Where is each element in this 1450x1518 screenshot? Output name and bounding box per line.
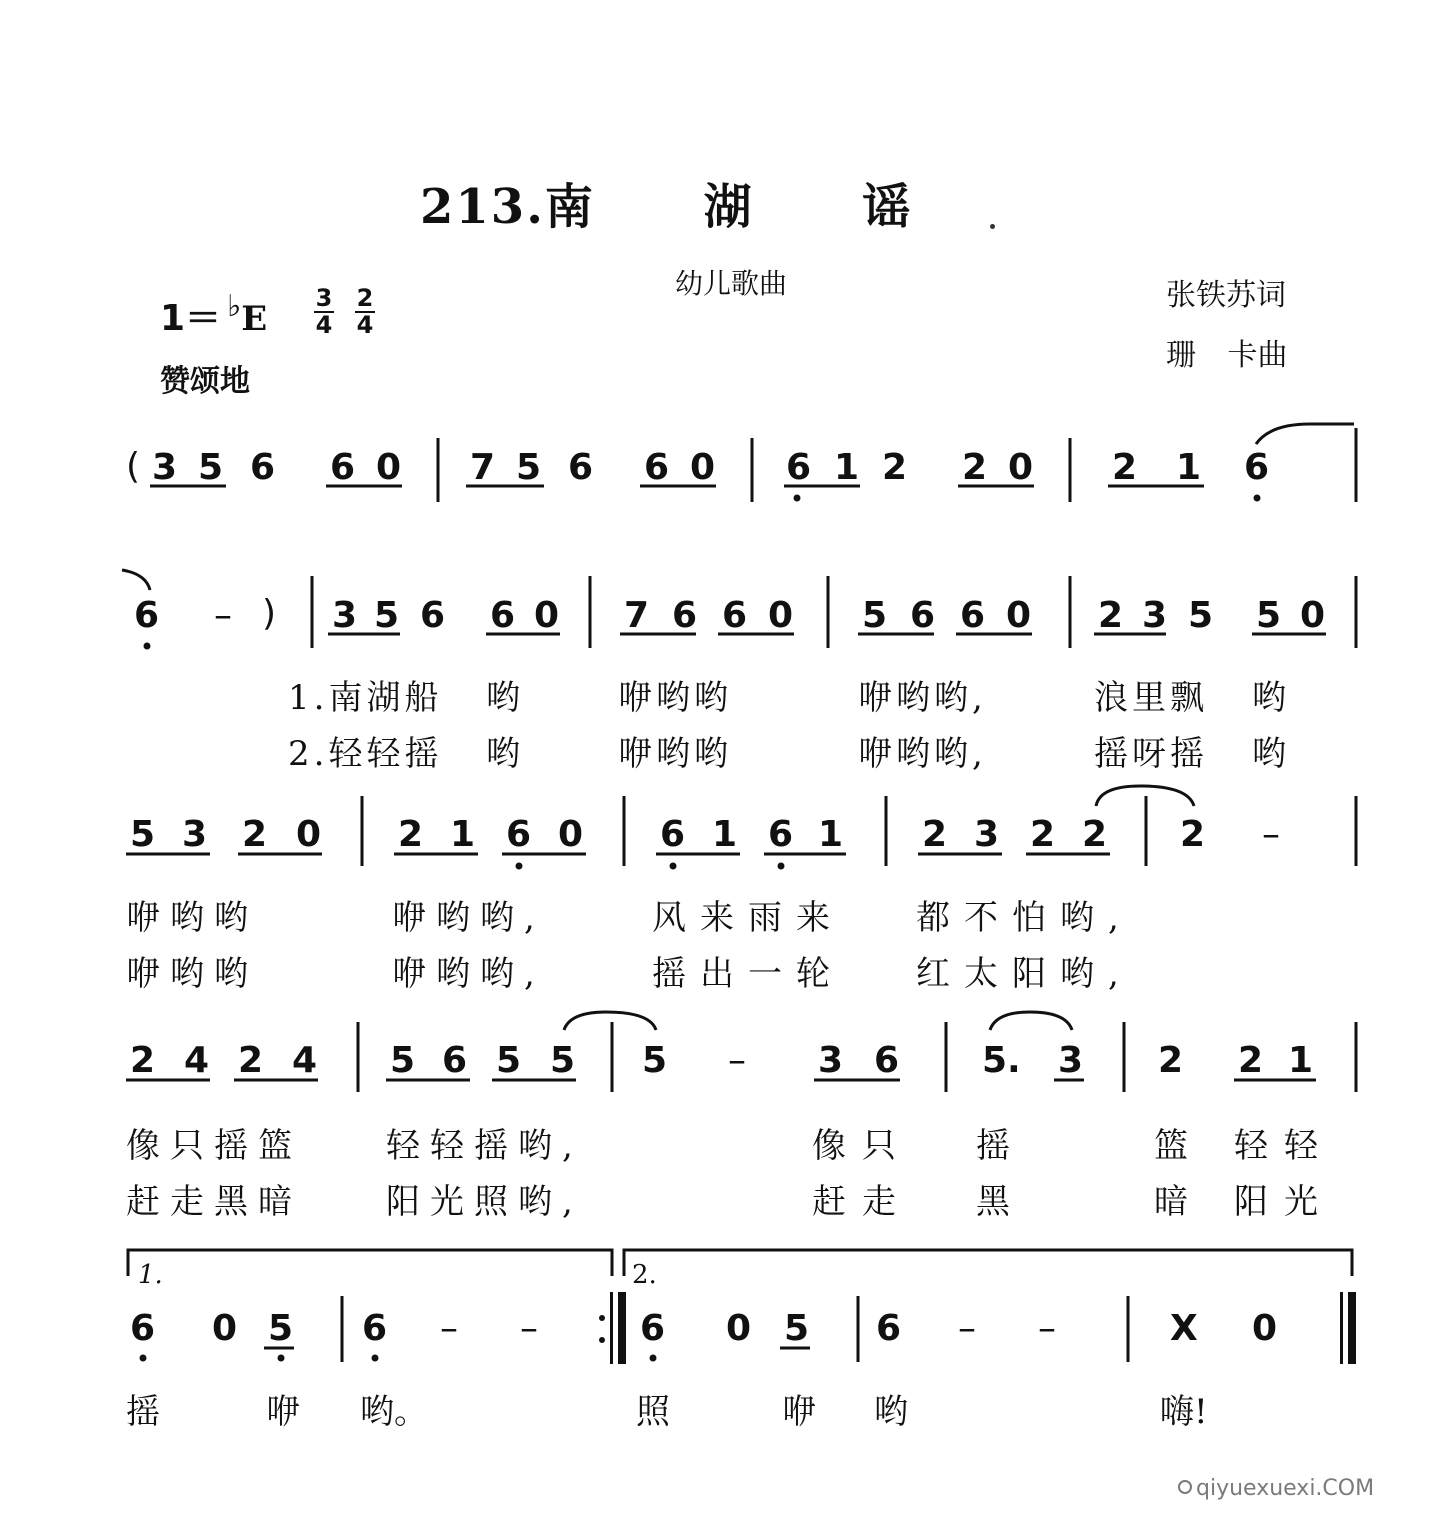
note: 2 xyxy=(1112,447,1138,488)
dash: – xyxy=(1038,1308,1056,1349)
lyric-verse1: 哟 xyxy=(1252,678,1290,718)
dash: – xyxy=(520,1308,538,1349)
lyric-verse2: 红太阳哟, xyxy=(916,954,1133,994)
lyric-verse1: 轻轻 xyxy=(1234,1126,1334,1166)
lyric-verse1: 哟 xyxy=(486,678,524,718)
note: 3 xyxy=(1058,1040,1084,1081)
note: 5 xyxy=(516,447,542,488)
note: 0 xyxy=(1008,447,1034,488)
lyricist-credit: 张铁苏词 xyxy=(1166,278,1286,313)
lyric-verse1: 咿哟哟, xyxy=(858,678,987,718)
note: 2 xyxy=(1030,814,1056,855)
note: 6 xyxy=(644,447,670,488)
note: 6 xyxy=(330,447,356,488)
lyric-verse2: 赶走黑暗 xyxy=(126,1182,302,1222)
note: 3 xyxy=(332,595,358,636)
lyric-verse2: 咿哟哟, xyxy=(858,734,987,774)
note: 6 xyxy=(362,1308,388,1349)
lyric-verse2: 2.轻轻摇 xyxy=(288,734,443,774)
lyric-verse1: 像只摇篮 xyxy=(126,1126,302,1166)
note: 7 xyxy=(470,447,496,488)
note: 0 xyxy=(726,1308,752,1349)
lyric-verse2: 咿哟哟, xyxy=(392,954,545,994)
note: 5 xyxy=(390,1040,416,1081)
note: 6 xyxy=(910,595,936,636)
note: 0 xyxy=(376,447,402,488)
note: 6 xyxy=(672,595,698,636)
time-1-denominator: 4 xyxy=(315,311,333,339)
note: 5 xyxy=(642,1040,668,1081)
volta-2-label: 2. xyxy=(632,1260,657,1290)
note: 5 xyxy=(130,814,156,855)
note: 0 xyxy=(690,447,716,488)
rest: 0 xyxy=(1252,1308,1278,1349)
note: 6 xyxy=(130,1308,156,1349)
note: 1 xyxy=(818,814,844,855)
note: 0 xyxy=(768,595,794,636)
key-letter: E xyxy=(241,299,268,339)
note: 5 xyxy=(198,447,224,488)
lyric-verse1: 1.南湖船 xyxy=(288,678,443,718)
lyric: 嗨! xyxy=(1160,1392,1208,1432)
note: 1 xyxy=(450,814,476,855)
note: 3 xyxy=(152,447,178,488)
note: 6 xyxy=(1244,447,1270,488)
lyric: 咿 xyxy=(266,1392,300,1432)
note: 1 xyxy=(1288,1040,1314,1081)
note: 0 xyxy=(1006,595,1032,636)
note-dotted: 5. xyxy=(982,1040,1021,1081)
note: 2 xyxy=(922,814,948,855)
dash: – xyxy=(958,1308,976,1349)
lyric-verse1: 篮 xyxy=(1154,1126,1192,1166)
note: 2 xyxy=(882,447,908,488)
note: 6 xyxy=(660,814,686,855)
note: 6 xyxy=(568,447,594,488)
lyric-verse1: 浪里飘 xyxy=(1094,678,1208,718)
lyric-verse2: 咿哟哟 xyxy=(126,954,258,994)
volta-1-label: 1. xyxy=(138,1260,163,1290)
note: 6 xyxy=(490,595,516,636)
lyric-verse2: 摇出一轮 xyxy=(652,954,844,994)
lyric-verse2: 黑 xyxy=(976,1182,1014,1222)
note: 5 xyxy=(1256,595,1282,636)
note: 7 xyxy=(624,595,650,636)
lyric: 哟。 xyxy=(360,1392,428,1432)
key-one: 1＝ xyxy=(160,298,222,339)
note: 6 xyxy=(874,1040,900,1081)
note: 5 xyxy=(550,1040,576,1081)
note: 6 xyxy=(134,595,160,636)
note: 2 xyxy=(1238,1040,1264,1081)
note: 6 xyxy=(640,1308,666,1349)
spoken-note: X xyxy=(1170,1308,1198,1349)
note: 1 xyxy=(712,814,738,855)
note: 6 xyxy=(506,814,532,855)
dash: – xyxy=(214,595,232,636)
time-2-numerator: 2 xyxy=(356,284,374,312)
note: 6 xyxy=(722,595,748,636)
lyric-verse1: 咿哟哟 xyxy=(126,898,258,938)
lyric-verse2: 哟 xyxy=(1252,734,1290,774)
note: 6 xyxy=(250,447,276,488)
note: 4 xyxy=(184,1040,210,1081)
song-subtitle: 幼儿歌曲 xyxy=(675,267,788,300)
watermark: qiyuexuexi.COM xyxy=(1196,1476,1375,1501)
lyric-verse1: 轻轻摇哟, xyxy=(386,1126,583,1166)
note: 2 xyxy=(238,1040,264,1081)
lyric: 哟 xyxy=(874,1392,908,1432)
key-flat: ♭ xyxy=(227,289,242,324)
lyric-verse1: 风来雨来 xyxy=(652,898,844,938)
note: 3 xyxy=(818,1040,844,1081)
lyric-verse2: 阳光 xyxy=(1234,1182,1334,1222)
note: 3 xyxy=(974,814,1000,855)
note: 1 xyxy=(1176,447,1202,488)
dash: – xyxy=(1262,814,1280,855)
note: 5 xyxy=(268,1308,294,1349)
note: 5 xyxy=(496,1040,522,1081)
lyric-verse1: 咿哟哟 xyxy=(618,678,732,718)
lyric-verse2: 阳光照哟, xyxy=(386,1182,583,1222)
note: 3 xyxy=(182,814,208,855)
note: 0 xyxy=(212,1308,238,1349)
note: 1 xyxy=(834,447,860,488)
note: 6 xyxy=(442,1040,468,1081)
lyric-verse2: 暗 xyxy=(1154,1182,1192,1222)
intro-close-paren: ) xyxy=(262,593,277,634)
note: 2 xyxy=(1082,814,1108,855)
note: 6 xyxy=(876,1308,902,1349)
note: 4 xyxy=(292,1040,318,1081)
song-title: 213.南 湖 谣 xyxy=(420,179,913,235)
lyric-verse1: 摇 xyxy=(976,1126,1014,1166)
lyric-verse1: 咿哟哟, xyxy=(392,898,545,938)
note: 2 xyxy=(398,814,424,855)
note: 6 xyxy=(420,595,446,636)
note: 0 xyxy=(558,814,584,855)
lyric-verse2: 哟 xyxy=(486,734,524,774)
note: 2 xyxy=(242,814,268,855)
note: 6 xyxy=(786,447,812,488)
note: 0 xyxy=(296,814,322,855)
note: 5 xyxy=(374,595,400,636)
note: 2 xyxy=(962,447,988,488)
note: 5 xyxy=(1188,595,1214,636)
dash: – xyxy=(728,1040,746,1081)
note: 0 xyxy=(534,595,560,636)
lyric: 摇 xyxy=(126,1392,160,1432)
tempo-marking: 赞颂地 xyxy=(160,364,250,399)
note: 5 xyxy=(862,595,888,636)
time-2-denominator: 4 xyxy=(356,311,374,339)
note: 6 xyxy=(960,595,986,636)
lyric: 咿 xyxy=(782,1392,816,1432)
note: 5 xyxy=(784,1308,810,1349)
note: 2 xyxy=(1158,1040,1184,1081)
lyric: 照 xyxy=(636,1392,670,1432)
composer-credit: 珊 卡曲 xyxy=(1166,338,1288,373)
lyric-verse2: 摇呀摇 xyxy=(1094,734,1208,774)
dash: – xyxy=(440,1308,458,1349)
note: 3 xyxy=(1142,595,1168,636)
lyric-verse2: 赶走 xyxy=(812,1182,912,1222)
time-1-numerator: 3 xyxy=(315,284,333,312)
note: 2 xyxy=(1180,814,1206,855)
lyric-verse2: 咿哟哟 xyxy=(618,734,732,774)
note: 0 xyxy=(1300,595,1326,636)
note: 2 xyxy=(130,1040,156,1081)
note: 6 xyxy=(768,814,794,855)
lyric-verse1: 像只 xyxy=(812,1126,912,1166)
lyric-verse1: 都不怕哟, xyxy=(916,898,1133,938)
intro-open-paren: ( xyxy=(126,446,141,487)
note: 2 xyxy=(1098,595,1124,636)
